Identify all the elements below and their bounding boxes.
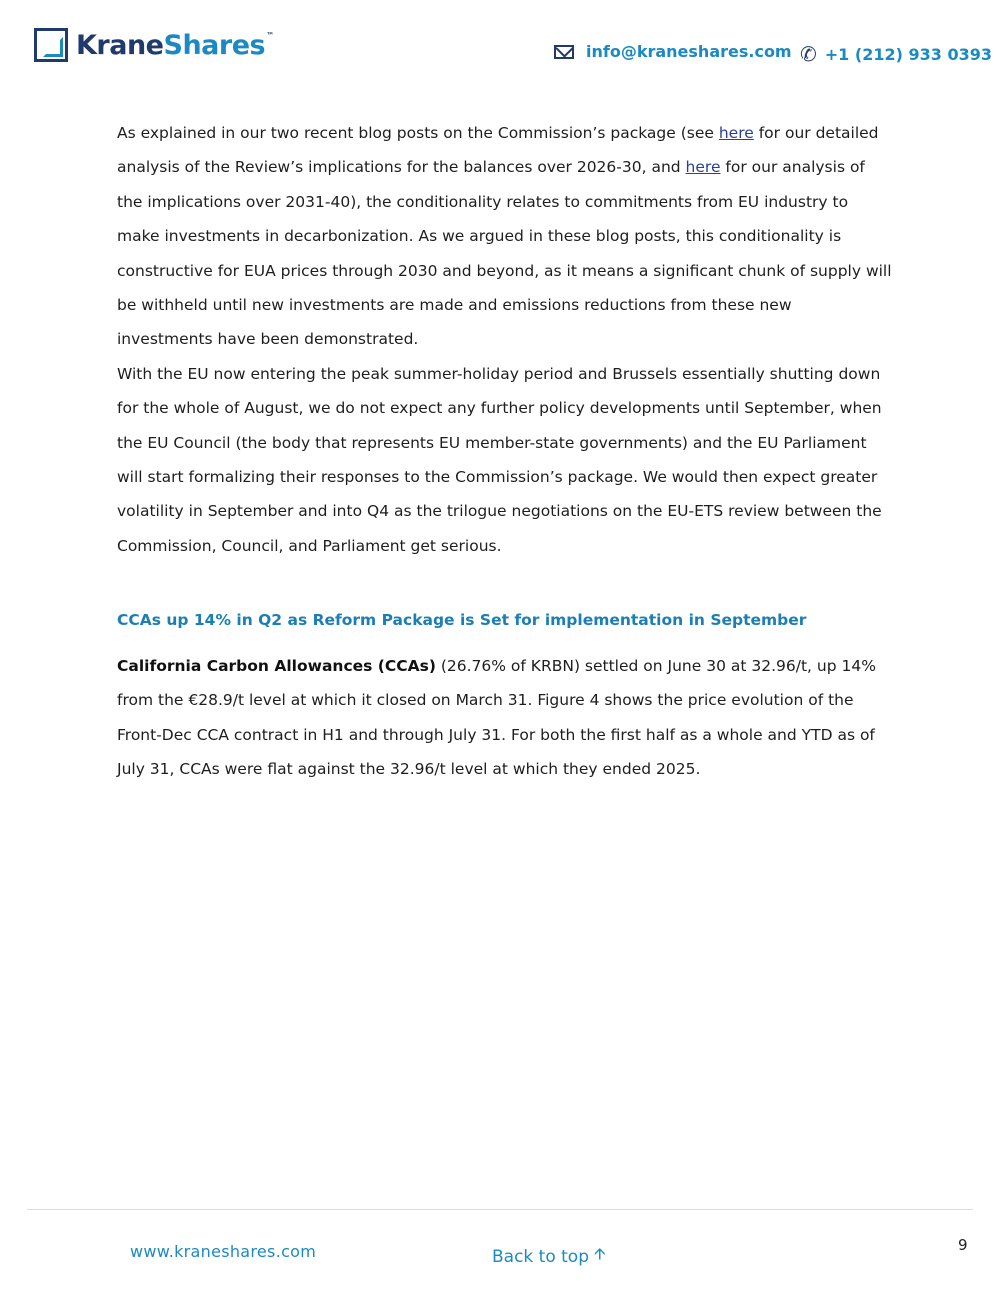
term-california-carbon-allowances: California Carbon Allowances (CCAs) xyxy=(117,656,436,675)
kraneshares-logo[interactable] xyxy=(34,28,274,62)
back-to-top-link[interactable] xyxy=(492,1243,606,1270)
arrow-up-icon: 🡩 xyxy=(594,1244,606,1263)
mail-icon xyxy=(554,45,574,59)
footer-website-link[interactable]: www.kraneshares.com xyxy=(130,1242,317,1261)
phone-icon: ✆ xyxy=(800,42,817,66)
logo-wordmark-part1: Krane xyxy=(76,29,164,61)
email-address[interactable]: info@kraneshares.com xyxy=(586,42,792,61)
blog-link-2031-40[interactable]: here xyxy=(685,158,721,177)
paragraph-conditionality-text-3: for our analysis of the implications over 2031-40), the conditionality relates to commitments from EU industry to make investments in decarbonization. As we argued in these blog posts, this conditionality is constructive for EUA prices through 2030 and beyond, as it means a significant chunk of supply will be withheld until new investments are made and emissions reductions from these new investments have been demonstrated. xyxy=(117,158,892,349)
paragraph-ccas-text: (26.76% of KRBN) settled on June 30 at 32.96/t, up 14% from the €28.9/t level at which it closed on March 31. Figure 4 shows the price evolution of the Front-Dec CCA contract in H1 and through July 31. For both the first half as a whole and YTD as of July 31, CCAs were flat against the 32.96/t level at which they ended 2025. xyxy=(117,656,876,778)
page-number: 9 xyxy=(958,1236,968,1254)
paragraph-conditionality-text-1: As explained in our two recent blog posts on the Commission’s package (see xyxy=(117,124,719,142)
logo-wordmark xyxy=(76,29,274,61)
paragraph-conditionality-text-2: for our detailed analysis of the Review’s implications for the balances over 2026-30, and xyxy=(117,124,879,177)
logo-mark-icon xyxy=(34,28,68,62)
phone-number[interactable]: +1 (212) 933 0393 xyxy=(824,44,992,64)
article-body xyxy=(117,116,892,786)
paragraph-conditionality xyxy=(117,116,892,357)
paragraph-outlook: With the EU now entering the peak summer-holiday period and Brussels essentially shutting down for the whole of August, we do not expect any further policy developments until September, when the EU Council (the body that represents EU member-state governments) and the EU Parliament will start formalizing their responses to the Commission’s package. We would then expect greater volatility in September and into Q4 as the trilogue negotiations on the EU-ETS review between the Commission, Council, and Parliament get serious. xyxy=(117,364,882,555)
footer-divider xyxy=(27,1209,973,1210)
section-heading-ccas: CCAs up 14% in Q2 as Reform Package is Set for implementation in September xyxy=(117,611,807,630)
back-to-top-label: Back to top xyxy=(492,1246,590,1267)
blog-link-2026-30[interactable]: here xyxy=(718,124,754,142)
paragraph-ccas xyxy=(117,649,892,787)
header-phone[interactable] xyxy=(800,42,992,66)
logo-wordmark-part2: Shares xyxy=(163,29,266,61)
logo-trademark: ™ xyxy=(266,30,274,40)
header-email[interactable] xyxy=(554,42,792,61)
